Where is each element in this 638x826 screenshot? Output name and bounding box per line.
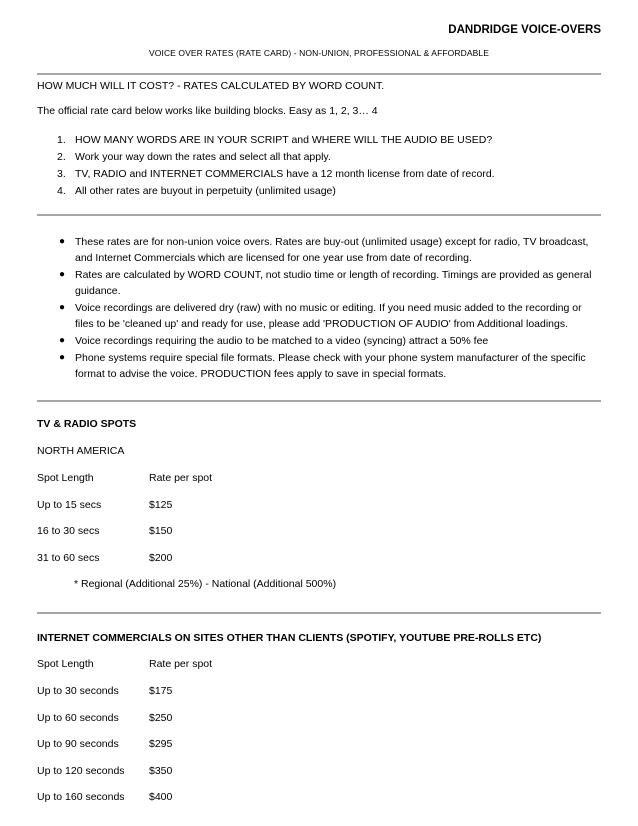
- divider: [37, 73, 601, 75]
- note-item: [37, 234, 597, 266]
- table-row: [37, 525, 537, 539]
- spot-length: 16 to 30 secs: [37, 525, 100, 537]
- note-text: Phone systems require special file formats. Please check with your phone system manufacturer of the specific format to advise the voice. PRODUCTION fees apply to save in special formats.: [75, 352, 586, 380]
- spot-rate: $250: [149, 712, 173, 724]
- step-text: TV, RADIO and INTERNET COMMERCIALS have a 12 month license from date of record.: [75, 168, 495, 180]
- table-row: [37, 791, 537, 805]
- step-text: Work your way down the rates and select all that apply.: [75, 151, 331, 163]
- region-label: NORTH AMERICA: [37, 445, 125, 457]
- spot-length: Up to 15 secs: [37, 499, 102, 511]
- step-item: [37, 183, 597, 200]
- document-subtitle: VOICE OVER RATES (RATE CARD) - NON-UNION, PROFESSIONAL & AFFORDABLE: [149, 48, 489, 58]
- note-item: [37, 350, 597, 382]
- table-row: [37, 712, 537, 726]
- column-header-rate: Rate per spot: [149, 472, 213, 484]
- spot-length: Up to 160 seconds: [37, 791, 125, 803]
- internet-heading: INTERNET COMMERCIALS ON SITES OTHER THAN CLIENTS (SPOTIFY, YOUTUBE PRE-ROLLS ETC): [37, 632, 542, 644]
- spot-length: Up to 120 seconds: [37, 765, 125, 777]
- column-header-length: Spot Length: [37, 658, 94, 670]
- step-item: [37, 166, 597, 183]
- bullet-icon: ●: [59, 302, 66, 313]
- spot-rate: $200: [149, 552, 173, 564]
- note-text: Rates are calculated by WORD COUNT, not studio time or length of recording. Timings are provided as general guidance.: [75, 269, 592, 297]
- spot-rate: $125: [149, 499, 173, 511]
- bullet-icon: ●: [59, 236, 66, 247]
- table-row: [37, 738, 537, 752]
- step-text: All other rates are buyout in perpetuity (unlimited usage): [75, 185, 336, 197]
- table-header: [37, 658, 537, 672]
- footnote: * Regional (Additional 25%) - National (Additional 500%): [74, 578, 337, 590]
- step-number: 4.: [57, 185, 66, 197]
- table-row: [37, 499, 537, 513]
- note-text: Voice recordings requiring the audio to be matched to a video (syncing) attract a 50% fee: [75, 335, 489, 347]
- divider: [37, 214, 601, 216]
- spot-length: Up to 30 seconds: [37, 685, 119, 697]
- note-text: Voice recordings are delivered dry (raw) with no music or editing. If you need music added to the recording or files to be 'cleaned up' and ready for use, please add 'PRODUCTION OF AUDIO' from Additional loadings.: [75, 302, 582, 330]
- spot-rate: $175: [149, 685, 173, 697]
- intro-text: The official rate card below works like building blocks. Easy as 1, 2, 3… 4: [37, 105, 378, 117]
- bullet-icon: ●: [59, 269, 66, 280]
- intro-heading: HOW MUCH WILL IT COST? - RATES CALCULATED BY WORD COUNT.: [37, 80, 385, 92]
- company-name: DANDRIDGE VOICE-OVERS: [448, 24, 601, 36]
- column-header-rate: Rate per spot: [149, 658, 213, 670]
- note-item: [37, 333, 597, 349]
- note-text: These rates are for non-union voice overs. Rates are buy-out (unlimited usage) except for radio, TV broadcast, and Internet Commercials which are licensed for one year use from date of recording.: [75, 236, 589, 264]
- column-header-length: Spot Length: [37, 472, 94, 484]
- steps-list: [37, 132, 597, 200]
- spot-rate: $350: [149, 765, 173, 777]
- table-row: [37, 765, 537, 779]
- table-row: [37, 552, 537, 566]
- divider: [37, 612, 601, 614]
- spot-length: 31 to 60 secs: [37, 552, 100, 564]
- spot-length: Up to 60 seconds: [37, 712, 119, 724]
- step-number: 2.: [57, 151, 66, 163]
- spot-rate: $150: [149, 525, 173, 537]
- spot-length: Up to 90 seconds: [37, 738, 119, 750]
- table-header: [37, 472, 537, 486]
- bullet-icon: ●: [59, 352, 66, 363]
- step-item: [37, 132, 597, 149]
- spot-rate: $400: [149, 791, 173, 803]
- tv-radio-heading: TV & RADIO SPOTS: [37, 418, 137, 430]
- step-text: HOW MANY WORDS ARE IN YOUR SCRIPT and WHERE WILL THE AUDIO BE USED?: [75, 134, 493, 146]
- note-item: [37, 267, 597, 299]
- note-item: [37, 300, 597, 332]
- step-number: 1.: [57, 134, 66, 146]
- step-number: 3.: [57, 168, 66, 180]
- spot-rate: $295: [149, 738, 173, 750]
- step-item: [37, 149, 597, 166]
- table-row: [37, 685, 537, 699]
- notes-list: [37, 234, 597, 383]
- bullet-icon: ●: [59, 335, 66, 346]
- divider: [37, 400, 601, 402]
